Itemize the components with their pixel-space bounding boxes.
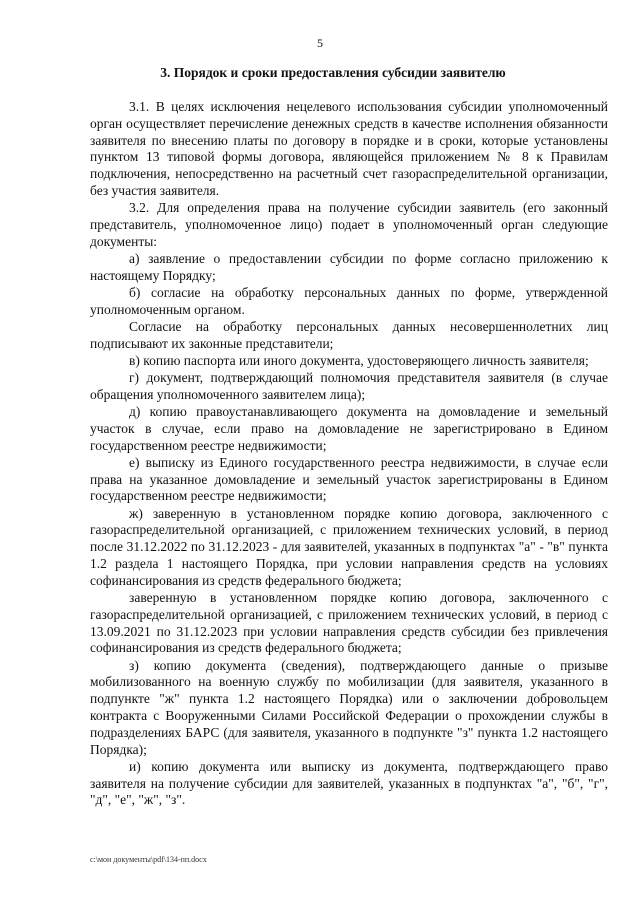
section-heading: 3. Порядок и сроки предоставления субсидии заявителю [160, 65, 506, 80]
item-e: е) выписку из Единого государственного реестра недвижимости, в случае если права на указанное домовладение и земельный участок зарегистрированы в Едином государственном реестре недвижимости; [90, 454, 608, 504]
item-zh: ж) заверенную в установленном порядке копию договора, заключенного с газораспределительной организацией, с приложением технических условий, в период после 31.12.2022 по 31.12.2023 - для заявителей, указанных в подпунктах "а" - "в" пункта 1.2 раздела 1 настоящего Порядка, при условии направления средств на условиях софинансирования из средств федерального бюджета; [90, 505, 608, 588]
item-z: з) копию документа (сведения), подтверждающего данные о призыве мобилизованного на военную службу по мобилизации (для заявителя, указанного в подпункте "ж" пункта 1.2 настоящего Порядка) или о заключении добровольцем контракта с Вооруженными Силами Российской Федерации о прохождении службы в подразделениях БАРС (для заявителя, указанного в подпункте "з" пункта 1.2 настоящего Порядка); [90, 657, 608, 757]
paragraph-3-2: 3.2. Для определения права на получение субсидии заявитель (его законный представитель, уполномоченное лицо) подает в уполномоченный орган следующие документы: [90, 200, 608, 249]
file-path-footer: c:\мои документы\pdf\134-пп.docx [90, 855, 207, 864]
item-a: а) заявление о предоставлении субсидии по форме согласно приложению к настоящему Порядку; [90, 250, 608, 283]
item-v: в) копию паспорта или иного документа, удостоверяющего личность заявителя; [129, 352, 589, 368]
item-i: и) копию документа или выписку из документа, подтверждающего право заявителя на получение субсидии для заявителей, указанных в подпунктах "а", "б", "г", "д", "е", "ж", "з". [90, 758, 608, 808]
item-d: д) копию правоустанавливающего документа на домовладение и земельный участок в случае, если право на домовладение не зарегистрировано в Едином государственном реестре недвижимости; [90, 404, 608, 453]
document-body [90, 99, 608, 810]
item-g: г) документ, подтверждающий полномочия представителя заявителя (в случае обращения уполномоченного заявителем лица); [90, 370, 608, 402]
paragraph-3-1: 3.1. В целях исключения нецелевого использования субсидии уполномоченный орган осуществляет перечисление денежных средств в качестве исполнения обязанности заявителя по внесению платы по договору в порядке и в сроки, которые установлены пунктом 13 типовой формы договора, являющейся приложением № 8 к Правилам подключения, непосредственно на расчетный счет газораспределительной организации, без участия заявителя. [90, 99, 608, 198]
page-number: 5 [317, 36, 323, 50]
consent-note: Согласие на обработку персональных данных несовершеннолетних лиц подписывают их законные представители; [90, 318, 608, 351]
item-zh-continued: заверенную в установленном порядке копию договора, заключенного с газораспределительной организацией, с приложением технических условий, в период с 13.09.2021 по 31.12.2023 при условии направления средств субсидии без привлечения софинансирования из средств федерального бюджета; [90, 590, 608, 656]
item-b: б) согласие на обработку персональных данных по форме, утвержденной уполномоченным органом. [90, 284, 608, 317]
